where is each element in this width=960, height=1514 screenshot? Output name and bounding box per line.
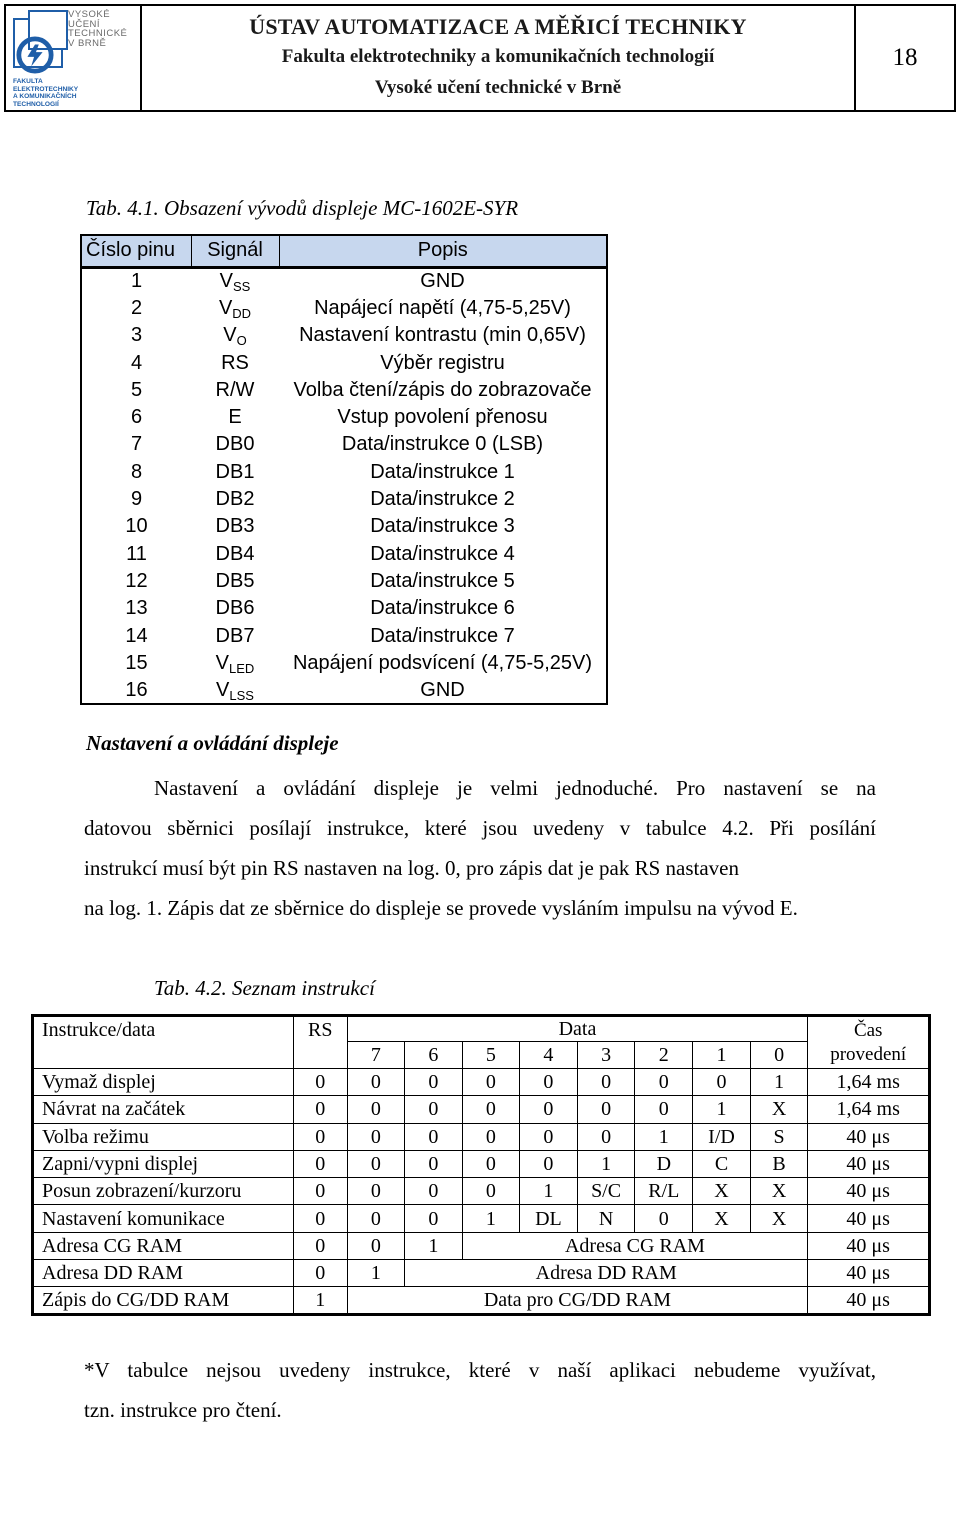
description-cell: Napájecí napětí (4,75-5,25V) xyxy=(314,296,571,319)
table-row xyxy=(81,540,607,567)
logo-faculty-text xyxy=(13,78,78,108)
table-row xyxy=(33,1232,930,1259)
faculty-emblem-icon xyxy=(16,36,54,74)
instruction-name-cell: Vymaž displej xyxy=(33,1069,294,1096)
execution-time-cell: 40 μs xyxy=(808,1260,930,1287)
description-cell: Volba čtení/zápis do zobrazovače xyxy=(293,378,592,401)
data-bit-cell: 0 xyxy=(635,1096,693,1123)
section-paragraph xyxy=(84,768,876,928)
data-bit-cell: 0 xyxy=(347,1123,405,1150)
signal-subscript: O xyxy=(236,333,247,349)
execution-time-cell: 40 μs xyxy=(808,1205,930,1232)
table-row xyxy=(81,622,607,649)
instruction-name-cell: Zapni/vypni displej xyxy=(33,1150,294,1177)
description-cell: Data/instrukce 7 xyxy=(370,624,515,647)
table-row xyxy=(81,376,607,403)
data-bit-cell: 0 xyxy=(405,1123,463,1150)
signal-name: V xyxy=(215,651,230,674)
description-cell: GND xyxy=(420,270,465,293)
data-bit-cell: 0 xyxy=(347,1205,405,1232)
table-row xyxy=(33,1150,930,1177)
data-bit-cell: 0 xyxy=(520,1123,578,1150)
description-cell: GND xyxy=(420,678,465,701)
data-bit-cell: X xyxy=(750,1096,808,1123)
data-bit-cell: 0 xyxy=(347,1178,405,1205)
signal-name: R/W xyxy=(215,378,255,401)
execution-time-cell: 40 μs xyxy=(808,1232,930,1259)
instruction-name-cell: Návrat na začátek xyxy=(33,1096,294,1123)
table-row xyxy=(81,294,607,321)
data-bit-cell: 0 xyxy=(577,1096,635,1123)
signal-cell xyxy=(191,513,279,540)
pin-number-cell: 16 xyxy=(125,678,148,701)
execution-time-cell: 1,64 ms xyxy=(808,1096,930,1123)
page-header xyxy=(4,4,956,112)
pin-number-cell: 12 xyxy=(125,569,148,592)
data-bit-cell: 0 xyxy=(405,1178,463,1205)
data-bit-cell: 1 xyxy=(520,1178,578,1205)
data-bit-cell: X xyxy=(750,1178,808,1205)
table-row xyxy=(33,1260,930,1287)
data-bit-cell: S/C xyxy=(577,1178,635,1205)
data-bit-cell: 0 xyxy=(405,1205,463,1232)
footnote xyxy=(84,1350,876,1430)
pin-number-cell: 13 xyxy=(125,597,148,620)
bit-header: 3 xyxy=(577,1042,635,1069)
signal-subscript: DD xyxy=(232,305,252,321)
data-bit-cell: 0 xyxy=(462,1150,520,1177)
logo-vut-line: TECHNICKÉ xyxy=(68,28,128,39)
table-row xyxy=(81,649,607,676)
signal-cell xyxy=(191,622,279,649)
logo-vut-line: V BRNĚ xyxy=(68,37,107,49)
data-bit-cell: 0 xyxy=(520,1096,578,1123)
data-bit-cell: I/D xyxy=(693,1123,751,1150)
table-row xyxy=(33,1205,930,1232)
bit-header: 1 xyxy=(693,1042,751,1069)
logo-faculty-line: ELEKTROTECHNIKY xyxy=(13,85,79,93)
description-cell: Data/instrukce 5 xyxy=(370,569,515,592)
rs-cell: 0 xyxy=(293,1260,347,1287)
logo-vut-line: UČENÍ xyxy=(68,18,101,30)
data-bit-cell: 1 xyxy=(750,1069,808,1096)
signal-name: DB6 xyxy=(215,597,255,620)
signal-name: DB2 xyxy=(215,488,255,511)
execution-time-cell: 1,64 ms xyxy=(808,1069,930,1096)
paragraph-line: instrukcí musí být pin RS nastaven na log. 0, pro zápis dat je pak RS nastaven xyxy=(84,856,739,880)
signal-cell xyxy=(191,567,279,594)
paragraph-line: na log. 1. Zápis dat ze sběrnice do displeje se provede vysláním impulsu na vývod E. xyxy=(84,896,798,920)
data-bit-cell: 0 xyxy=(347,1096,405,1123)
pinout-table-body xyxy=(81,267,607,704)
description-cell: Data/instrukce 6 xyxy=(370,597,515,620)
pin-number-cell: 6 xyxy=(130,406,143,429)
description-cell: Výběr registru xyxy=(380,351,505,374)
table-row xyxy=(81,595,607,622)
column-header: Instrukce/data xyxy=(33,1016,294,1069)
table-row xyxy=(81,676,607,703)
rs-cell: 0 xyxy=(293,1232,347,1259)
pin-number-cell: 3 xyxy=(130,324,143,347)
bit-header: 2 xyxy=(635,1042,693,1069)
signal-cell xyxy=(191,458,279,485)
signal-subscript: LSS xyxy=(229,687,254,703)
logo-faculty-line: A KOMUNIKAČNÍCH xyxy=(13,93,77,100)
data-bit-cell: Adresa DD RAM xyxy=(405,1260,808,1287)
table-row xyxy=(33,1123,930,1150)
signal-cell xyxy=(191,649,279,676)
university-name: Vysoké učení technické v Brně xyxy=(374,77,622,98)
data-bit-cell: X xyxy=(693,1178,751,1205)
data-bit-cell: 1 xyxy=(347,1260,405,1287)
pin-number-cell: 8 xyxy=(130,460,143,483)
pin-number-cell: 11 xyxy=(126,542,147,565)
pin-number-cell: 4 xyxy=(130,351,143,374)
table-header-row xyxy=(33,1016,930,1042)
description-cell: Nastavení kontrastu (min 0,65V) xyxy=(299,324,586,347)
data-bit-cell: B xyxy=(750,1150,808,1177)
signal-cell xyxy=(191,349,279,376)
instruction-name-cell: Adresa DD RAM xyxy=(33,1260,294,1287)
signal-name: DB7 xyxy=(215,624,255,647)
execution-time-cell: 40 μs xyxy=(808,1178,930,1205)
table-row xyxy=(81,349,607,376)
table-row xyxy=(33,1069,930,1096)
data-bit-cell: 0 xyxy=(347,1069,405,1096)
rs-cell: 0 xyxy=(293,1096,347,1123)
data-bit-cell: 0 xyxy=(635,1069,693,1096)
faculty-name: Fakulta elektrotechniky a komunikačních technologií xyxy=(281,46,715,67)
data-bit-cell: 0 xyxy=(635,1205,693,1232)
data-bit-cell: 1 xyxy=(405,1232,463,1259)
pinout-table xyxy=(80,234,608,705)
instruction-table xyxy=(31,1014,931,1316)
signal-name: DB4 xyxy=(215,542,255,565)
signal-name: RS xyxy=(221,351,249,374)
signal-name: V xyxy=(219,270,233,293)
signal-cell xyxy=(191,431,279,458)
bit-header: 7 xyxy=(347,1042,405,1069)
header-titles xyxy=(142,6,856,110)
pin-number-cell: 2 xyxy=(130,296,143,319)
column-header: Data xyxy=(347,1016,808,1042)
paragraph-line: Nastavení a ovládání displeje je velmi jednoduché. Pro nastavení se na xyxy=(154,776,876,800)
data-bit-cell: X xyxy=(693,1205,751,1232)
bit-header: 5 xyxy=(462,1042,520,1069)
rs-cell: 1 xyxy=(293,1287,347,1314)
table-row xyxy=(81,267,607,294)
column-header: RS xyxy=(293,1016,347,1069)
institute-name: ÚSTAV AUTOMATIZACE A MĚŘICÍ TECHNIKY xyxy=(249,14,747,39)
data-bit-cell: 0 xyxy=(462,1123,520,1150)
signal-name: DB0 xyxy=(215,433,255,456)
signal-cell xyxy=(191,403,279,430)
table1-caption: Tab. 4.1. Obsazení vývodů displeje MC-1602E-SYR xyxy=(86,196,519,220)
signal-name: V xyxy=(223,324,237,347)
signal-cell xyxy=(191,376,279,403)
signal-name: E xyxy=(228,406,242,429)
data-bit-cell: 0 xyxy=(405,1150,463,1177)
table-row xyxy=(33,1178,930,1205)
column-header: Číslo pinu xyxy=(81,235,191,267)
data-bit-cell: 0 xyxy=(577,1123,635,1150)
signal-name: DB5 xyxy=(215,569,255,592)
data-bit-cell: R/L xyxy=(635,1178,693,1205)
data-bit-cell: 1 xyxy=(577,1150,635,1177)
instruction-table-body xyxy=(33,1016,930,1315)
signal-name: V xyxy=(216,678,230,701)
description-cell: Data/instrukce 2 xyxy=(370,488,515,511)
logo-faculty-line: FAKULTA xyxy=(13,78,43,85)
data-bit-cell: 0 xyxy=(577,1069,635,1096)
data-bit-cell: 0 xyxy=(405,1069,463,1096)
footnote-line: *V tabulce nejsou uvedeny instrukce, které v naší aplikaci nebudeme využívat, xyxy=(84,1358,876,1382)
description-cell: Data/instrukce 0 (LSB) xyxy=(341,433,544,456)
column-header: Popis xyxy=(279,235,607,267)
data-bit-cell: Adresa CG RAM xyxy=(462,1232,808,1259)
data-bit-cell: 0 xyxy=(520,1150,578,1177)
description-cell: Napájení podsvícení (4,75-5,25V) xyxy=(292,651,593,674)
signal-name: DB3 xyxy=(215,515,255,538)
page-number: 18 xyxy=(892,44,918,71)
instruction-name-cell: Posun zobrazení/kurzoru xyxy=(33,1178,294,1205)
instruction-name-cell: Volba režimu xyxy=(33,1123,294,1150)
data-bit-cell: 0 xyxy=(405,1096,463,1123)
table-row xyxy=(81,322,607,349)
pin-number-cell: 10 xyxy=(125,515,148,538)
time-header-line: provedení xyxy=(830,1043,907,1065)
table2-caption: Tab. 4.2. Seznam instrukcí xyxy=(154,976,375,1000)
execution-time-cell: 40 μs xyxy=(808,1150,930,1177)
table-row xyxy=(81,431,607,458)
data-bit-cell: 0 xyxy=(520,1069,578,1096)
footnote-line: tzn. instrukce pro čtení. xyxy=(84,1398,282,1422)
data-bit-cell: 0 xyxy=(462,1096,520,1123)
pin-number-cell: 5 xyxy=(130,378,143,401)
data-bit-cell: 1 xyxy=(693,1096,751,1123)
signal-cell xyxy=(191,294,279,321)
data-bit-cell: 0 xyxy=(693,1069,751,1096)
table-row xyxy=(81,458,607,485)
pin-number-cell: 15 xyxy=(125,651,148,674)
bit-header: 4 xyxy=(520,1042,578,1069)
data-bit-cell: 1 xyxy=(635,1123,693,1150)
execution-time-cell: 40 μs xyxy=(808,1123,930,1150)
logo-faculty-line: TECHNOLOGIÍ xyxy=(13,100,59,108)
signal-cell xyxy=(191,267,279,294)
description-cell: Vstup povolení přenosu xyxy=(337,406,548,429)
instruction-name-cell: Zápis do CG/DD RAM xyxy=(33,1287,294,1314)
bit-header: 0 xyxy=(750,1042,808,1069)
description-cell: Data/instrukce 3 xyxy=(370,515,515,538)
section-heading: Nastavení a ovládání displeje xyxy=(86,731,339,755)
data-bit-cell: 0 xyxy=(347,1232,405,1259)
signal-subscript: LED xyxy=(229,660,255,676)
data-bit-cell: C xyxy=(693,1150,751,1177)
data-bit-cell: 1 xyxy=(462,1205,520,1232)
logo-vut-line: VYSOKÉ xyxy=(68,9,111,20)
pin-number-cell: 1 xyxy=(130,270,143,293)
table-row xyxy=(81,485,607,512)
data-bit-cell: N xyxy=(577,1205,635,1232)
signal-cell xyxy=(191,540,279,567)
signal-name: DB1 xyxy=(215,460,255,483)
data-bit-cell: 0 xyxy=(462,1069,520,1096)
data-bit-cell: DL xyxy=(520,1205,578,1232)
table-row xyxy=(81,403,607,430)
instruction-name-cell: Nastavení komunikace xyxy=(33,1205,294,1232)
time-header-line: Čas xyxy=(853,1019,883,1041)
description-cell: Data/instrukce 4 xyxy=(370,542,515,565)
data-bit-cell: X xyxy=(750,1205,808,1232)
data-bit-cell: D xyxy=(635,1150,693,1177)
pin-number-cell: 9 xyxy=(130,488,143,511)
data-bit-cell: 0 xyxy=(462,1178,520,1205)
logo-vut-text xyxy=(68,10,127,48)
signal-cell xyxy=(191,485,279,512)
paragraph-line: datovou sběrnici posílají instrukce, které jsou uvedeny v tabulce 4.2. Při posílání xyxy=(84,816,876,840)
data-bit-cell: 0 xyxy=(347,1150,405,1177)
signal-cell xyxy=(191,322,279,349)
data-bit-cell: Data pro CG/DD RAM xyxy=(347,1287,808,1314)
rs-cell: 0 xyxy=(293,1123,347,1150)
rs-cell: 0 xyxy=(293,1069,347,1096)
signal-name: V xyxy=(218,296,233,319)
column-header: Signál xyxy=(191,235,279,267)
table-row xyxy=(81,513,607,540)
column-header xyxy=(808,1016,930,1069)
signal-subscript: SS xyxy=(233,279,251,295)
pin-number-cell: 7 xyxy=(130,433,143,456)
table-row xyxy=(33,1287,930,1314)
description-cell: Data/instrukce 1 xyxy=(370,460,515,483)
signal-cell xyxy=(191,676,279,703)
table-header-row xyxy=(81,235,607,267)
execution-time-cell: 40 μs xyxy=(808,1287,930,1314)
data-bit-cell: S xyxy=(750,1123,808,1150)
university-logo xyxy=(6,6,142,110)
bit-header: 6 xyxy=(405,1042,463,1069)
rs-cell: 0 xyxy=(293,1150,347,1177)
rs-cell: 0 xyxy=(293,1178,347,1205)
rs-cell: 0 xyxy=(293,1205,347,1232)
pin-number-cell: 14 xyxy=(125,624,148,647)
instruction-name-cell: Adresa CG RAM xyxy=(33,1232,294,1259)
table-row xyxy=(81,567,607,594)
table-row xyxy=(33,1096,930,1123)
signal-cell xyxy=(191,595,279,622)
